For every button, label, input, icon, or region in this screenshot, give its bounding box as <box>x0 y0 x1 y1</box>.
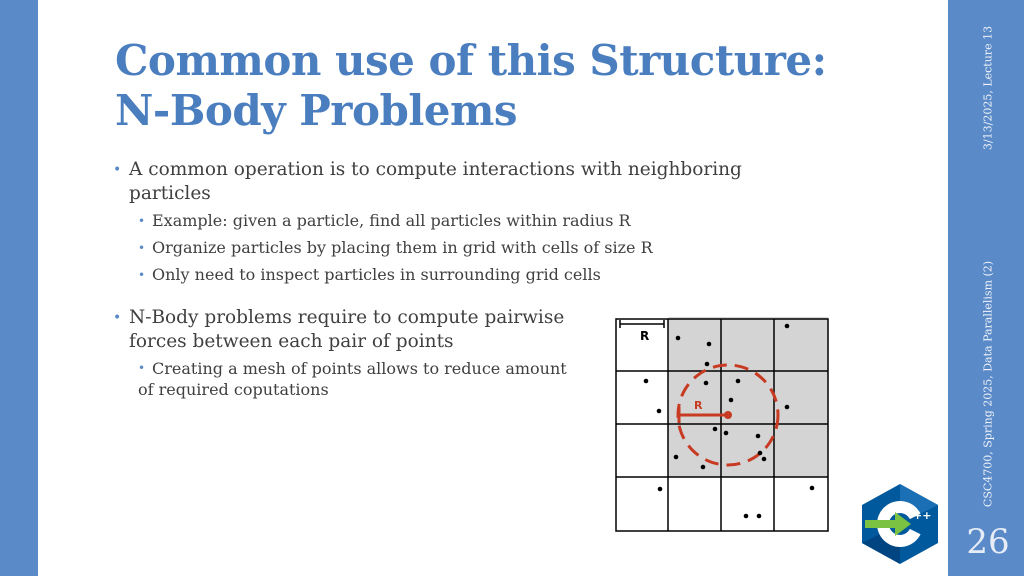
left-accent-bar <box>0 0 38 576</box>
page-title <box>115 36 895 136</box>
bullet-text-line-2: particles <box>129 183 211 204</box>
sub-bullet-text-line-2: of required coputations <box>138 380 329 399</box>
bullet-group-b <box>110 306 610 400</box>
cpp-logo-icon <box>859 482 941 566</box>
bullet-dot: • <box>113 162 122 178</box>
course-info-label: CSC4700, Spring 2025, Data Parallelism (2) <box>981 260 995 508</box>
particle-grid-figure <box>614 317 830 533</box>
bullet-group-a <box>110 158 810 286</box>
sub-bullet-item <box>110 358 610 400</box>
sub-bullet-dot: • <box>138 268 146 282</box>
bullet-text-line-2: forces between each pair of points <box>129 331 454 352</box>
sub-bullet-text-line-1: Creating a mesh of points allows to reduce amount <box>152 359 567 378</box>
sub-bullet-dot: • <box>138 361 146 375</box>
svg-text:++: ++ <box>913 509 932 522</box>
bullet-text-line-1: A common operation is to compute interactions with neighboring <box>129 159 742 180</box>
sub-bullet-item <box>110 237 810 259</box>
lecture-date-label: 3/13/2025, Lecture 13 <box>981 25 995 151</box>
bullet-item <box>110 158 810 206</box>
bullet-item <box>110 306 610 354</box>
sub-bullet-dot: • <box>138 241 146 255</box>
sub-bullet-text: Example: given a particle, find all particles within radius R <box>152 211 631 230</box>
shaded-neighbor-cells <box>668 317 828 477</box>
slide-number: 26 <box>966 522 1010 562</box>
radius-size-marker <box>620 320 664 343</box>
sub-bullet-dot: • <box>138 214 146 228</box>
title-line-2: N-Body Problems <box>115 86 518 135</box>
sub-bullet-text: Organize particles by placing them in grid with cells of size R <box>152 238 653 257</box>
radius-label-box: R <box>640 329 650 343</box>
sub-bullet-item <box>110 264 810 286</box>
radius-label-circle: R <box>694 399 703 412</box>
bullet-text-line-1: N-Body problems require to compute pairwise <box>129 307 565 328</box>
sub-bullet-text: Only need to inspect particles in surrounding grid cells <box>152 265 601 284</box>
sub-bullet-item <box>110 210 810 232</box>
title-line-1: Common use of this Structure: <box>115 36 827 85</box>
bullet-dot: • <box>113 310 122 326</box>
